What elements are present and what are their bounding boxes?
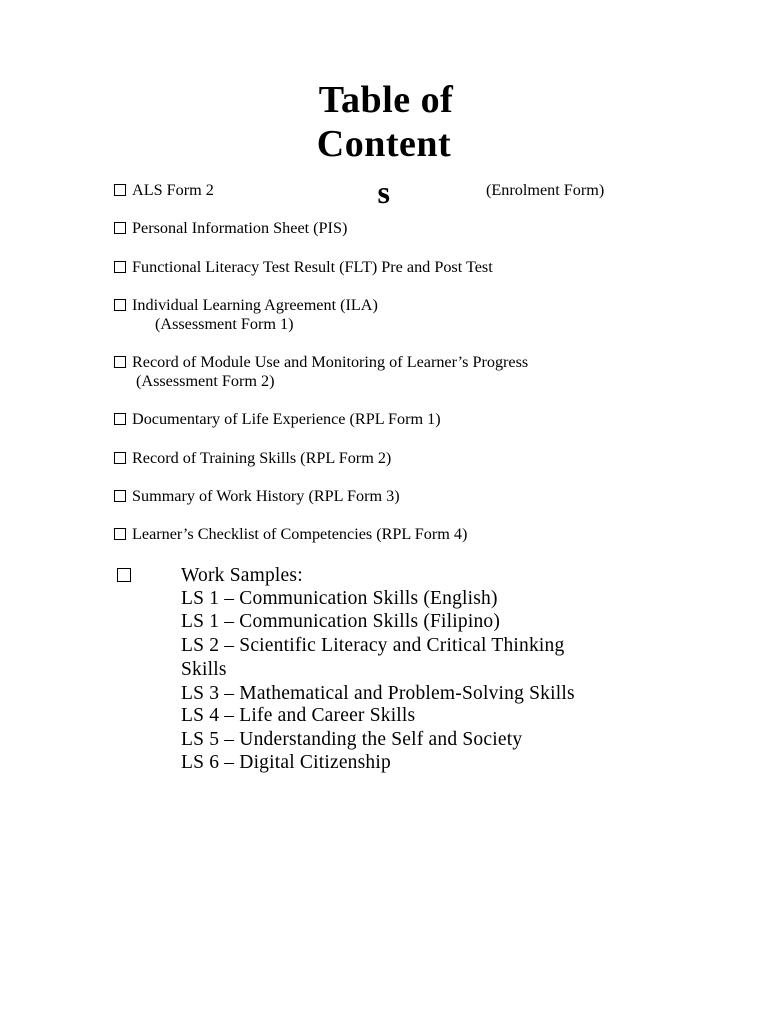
checklist-item-life bbox=[114, 410, 441, 429]
work-samples-checkbox-icon bbox=[117, 568, 131, 582]
checkbox-icon bbox=[114, 261, 126, 273]
checkbox-icon bbox=[114, 184, 126, 196]
page-title-line-2: Content bbox=[316, 123, 452, 165]
item-label: Documentary of Life Experience (RPL Form 1) bbox=[132, 410, 441, 428]
work-sample-line: LS 1 – Communication Skills (English) bbox=[181, 588, 498, 609]
checkbox-icon bbox=[114, 222, 126, 234]
item-label: ALS Form 2 bbox=[132, 181, 214, 199]
item-label: Functional Literacy Test Result (FLT) Pre and Post Test bbox=[132, 258, 493, 276]
checklist-item-checklist bbox=[114, 525, 467, 544]
als-form-note: (Enrolment Form) bbox=[486, 181, 605, 199]
checklist-item-training bbox=[114, 449, 391, 468]
checkbox-icon bbox=[114, 299, 126, 311]
item-label: Record of Training Skills (RPL Form 2) bbox=[132, 449, 392, 467]
work-sample-line: LS 5 – Understanding the Self and Society bbox=[181, 729, 523, 750]
item-label: Record of Module Use and Monitoring of Learner’s Progress bbox=[132, 353, 529, 371]
checkbox-icon bbox=[114, 528, 126, 540]
module-sub-label: (Assessment Form 2) bbox=[136, 372, 275, 390]
ila-sub-label: (Assessment Form 1) bbox=[155, 315, 294, 333]
work-sample-line: LS 6 – Digital Citizenship bbox=[181, 752, 391, 773]
checkbox-icon bbox=[114, 413, 126, 425]
work-sample-line: LS 3 – Mathematical and Problem-Solving Skills bbox=[181, 683, 575, 704]
checkbox-icon bbox=[114, 452, 126, 464]
checklist-item-ila bbox=[114, 296, 378, 315]
checklist-item-flt bbox=[114, 258, 493, 277]
item-label: Personal Information Sheet (PIS) bbox=[132, 219, 348, 237]
item-label: Summary of Work History (RPL Form 3) bbox=[132, 487, 400, 505]
checkbox-icon bbox=[114, 490, 126, 502]
work-sample-line: Skills bbox=[181, 659, 227, 680]
checklist-item-work-history bbox=[114, 487, 400, 506]
item-label: Learner’s Checklist of Competencies (RPL Form 4) bbox=[132, 525, 468, 543]
checklist-item-als-form bbox=[114, 181, 214, 200]
checklist-item-module bbox=[114, 353, 528, 372]
item-label: Individual Learning Agreement (ILA) bbox=[132, 296, 378, 314]
work-samples-heading: Work Samples: bbox=[181, 565, 303, 586]
page-title-line-3: s bbox=[377, 174, 391, 210]
checklist-item-pis bbox=[114, 219, 347, 238]
page-title-line-1: Table of bbox=[318, 79, 454, 121]
work-sample-line: LS 1 – Communication Skills (Filipino) bbox=[181, 611, 501, 632]
work-sample-line: LS 4 – Life and Career Skills bbox=[181, 705, 416, 726]
work-sample-line: LS 2 – Scientific Literacy and Critical Thinking bbox=[181, 635, 565, 656]
checkbox-icon bbox=[114, 356, 126, 368]
